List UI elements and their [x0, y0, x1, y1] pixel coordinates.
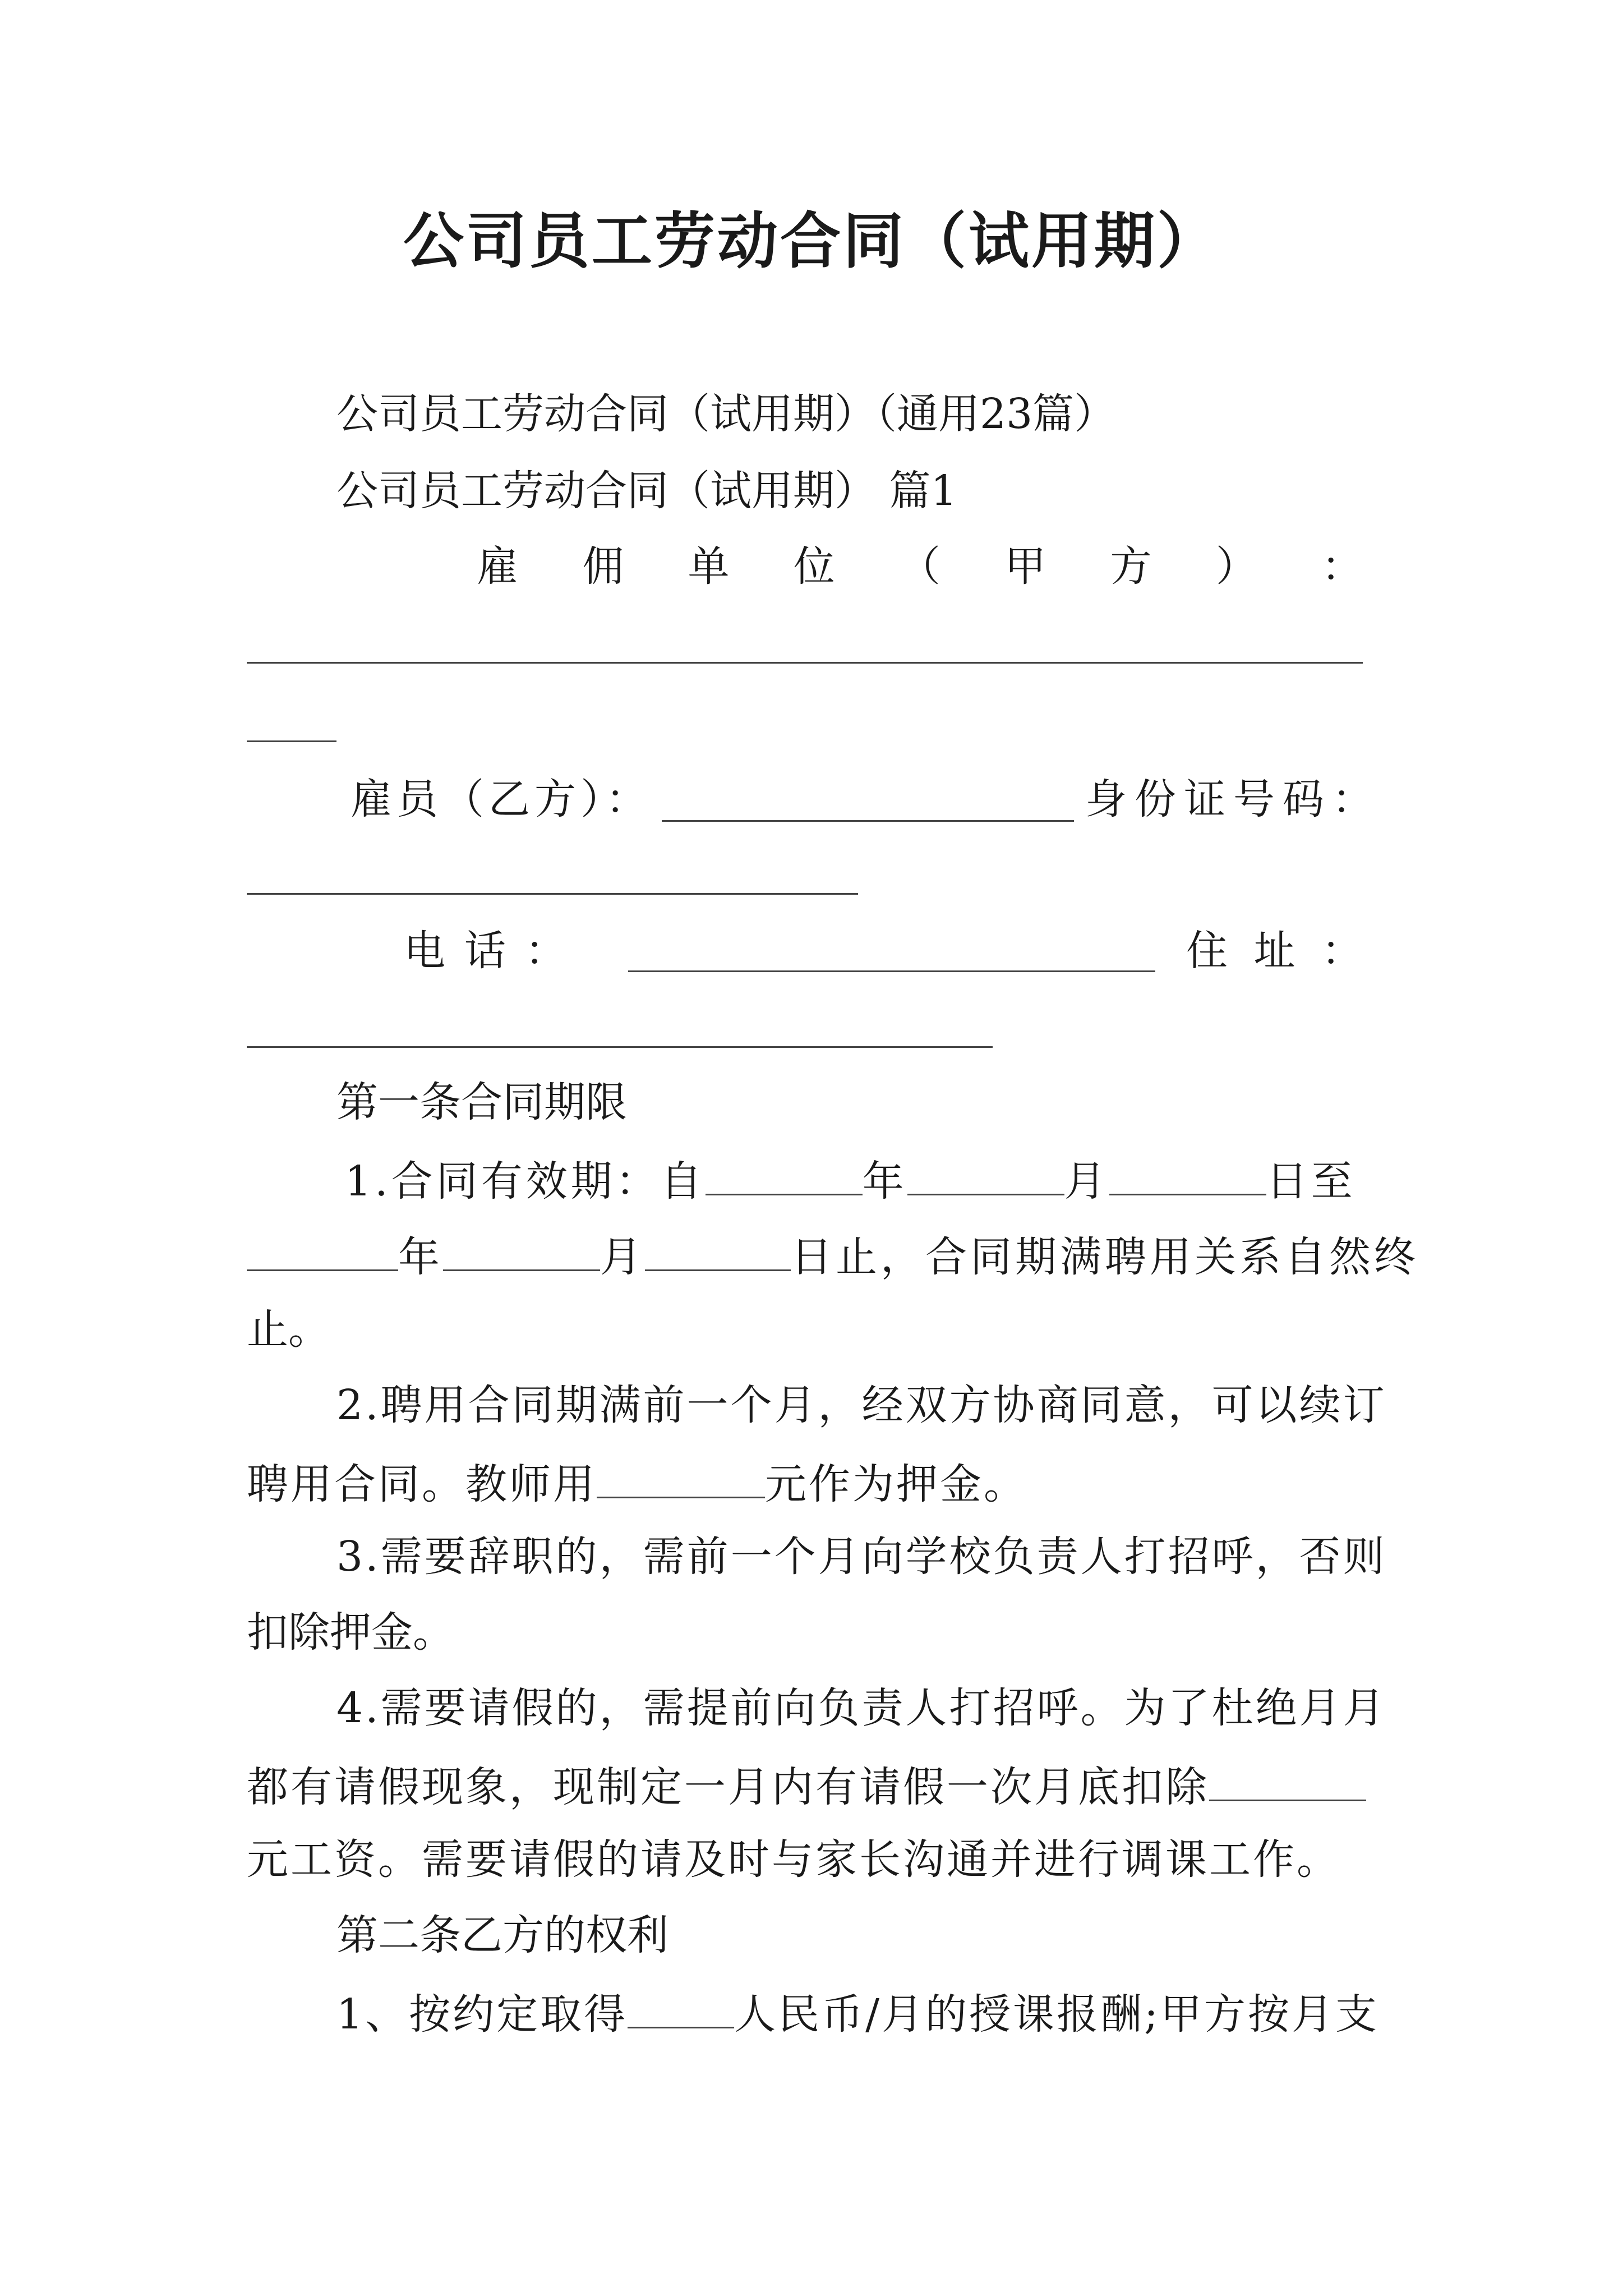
clause-1-1-line-2	[247, 1226, 1419, 1285]
employer-char: 位	[793, 542, 835, 591]
employer-char: 甲	[1004, 542, 1046, 591]
phone-char: 电	[404, 927, 445, 975]
id-number-label: 身份证号码：	[1085, 775, 1381, 823]
day-blank	[645, 1226, 791, 1271]
phone-char: ：	[525, 927, 566, 975]
day-blank	[1109, 1150, 1266, 1195]
employer-label	[477, 539, 1363, 595]
employer-char: ：	[1321, 542, 1363, 591]
deduction-blank	[1209, 1756, 1366, 1801]
address-char: ：	[1321, 927, 1363, 975]
year-blank	[706, 1150, 863, 1195]
clause-text: 月	[1064, 1157, 1109, 1205]
employer-char: 雇	[477, 542, 518, 591]
clause-text: 都有请假现象，现制定一月内有请假一次月底扣除	[247, 1763, 1209, 1811]
clause-text: 元作为押金。	[765, 1460, 1027, 1508]
address-blank	[247, 1046, 993, 1048]
employer-char: 单	[688, 542, 730, 591]
clause-text: 年	[862, 1157, 907, 1205]
phone-char: 话	[464, 927, 506, 975]
clause-1-3-line-1: 3.需要辞职的，需前一个月向学校负责人打招呼，否则	[336, 1533, 1387, 1581]
document-title: 公司员工劳动合同（试用期）	[403, 206, 1220, 277]
employer-char: ）	[1215, 542, 1257, 591]
clause-1-3-line-2: 扣除押金。	[247, 1608, 454, 1657]
clause-text: 人民币/月的授课报酬;甲方按月支	[734, 1990, 1379, 2039]
section-heading: 公司员工劳动合同（试用期） 篇1	[336, 467, 957, 515]
salary-blank	[628, 1983, 734, 2028]
article-2-title: 第二条乙方的权利	[336, 1911, 668, 1959]
deposit-blank	[597, 1453, 765, 1498]
employer-char: 佣	[582, 542, 624, 591]
clause-text: 日至	[1266, 1157, 1356, 1205]
year-blank	[247, 1226, 398, 1271]
clause-text: 日止，合同期满聘用关系自然终	[791, 1233, 1419, 1281]
phone-label	[404, 923, 566, 979]
month-blank	[907, 1150, 1064, 1195]
article-1-title: 第一条合同期限	[336, 1078, 627, 1126]
month-blank	[443, 1226, 600, 1271]
clause-text: 聘用合同。教师用	[247, 1460, 597, 1508]
id-number-blank	[247, 893, 858, 895]
phone-blank	[628, 970, 1155, 972]
clause-1-4-line-3: 元工资。需要请假的请及时与家长沟通并进行调课工作。	[247, 1835, 1340, 1884]
clause-1-2-line-1: 2.聘用合同期满前一个月，经双方协商同意，可以续订	[336, 1381, 1387, 1429]
address-char: 址	[1253, 927, 1295, 975]
clause-text: 1、按约定取得	[336, 1990, 628, 2039]
employer-blank-cont	[247, 740, 336, 742]
employer-char: （	[899, 542, 940, 591]
clause-1-1-line-1	[345, 1150, 1356, 1209]
address-label	[1186, 923, 1363, 979]
employer-char: 方	[1110, 542, 1152, 591]
clause-1-4-line-1: 4.需要请假的，需提前向负责人打招呼。为了杜绝月月	[336, 1684, 1387, 1732]
clause-2-1-line-1	[336, 1983, 1379, 2042]
clause-text: 1.合同有效期：自	[345, 1157, 706, 1205]
subtitle-line: 公司员工劳动合同（试用期）（通用23篇）	[336, 390, 1116, 438]
address-char: 住	[1186, 927, 1228, 975]
clause-1-2-line-2	[247, 1453, 1027, 1512]
employee-label: 雇员（乙方）：	[351, 775, 652, 823]
clause-text: 年	[398, 1233, 443, 1281]
clause-1-4-line-2	[247, 1756, 1366, 1815]
employee-name-blank	[662, 820, 1074, 822]
employer-blank	[247, 662, 1363, 664]
clause-1-1-line-3: 止。	[247, 1305, 330, 1354]
clause-text: 月	[600, 1233, 645, 1281]
